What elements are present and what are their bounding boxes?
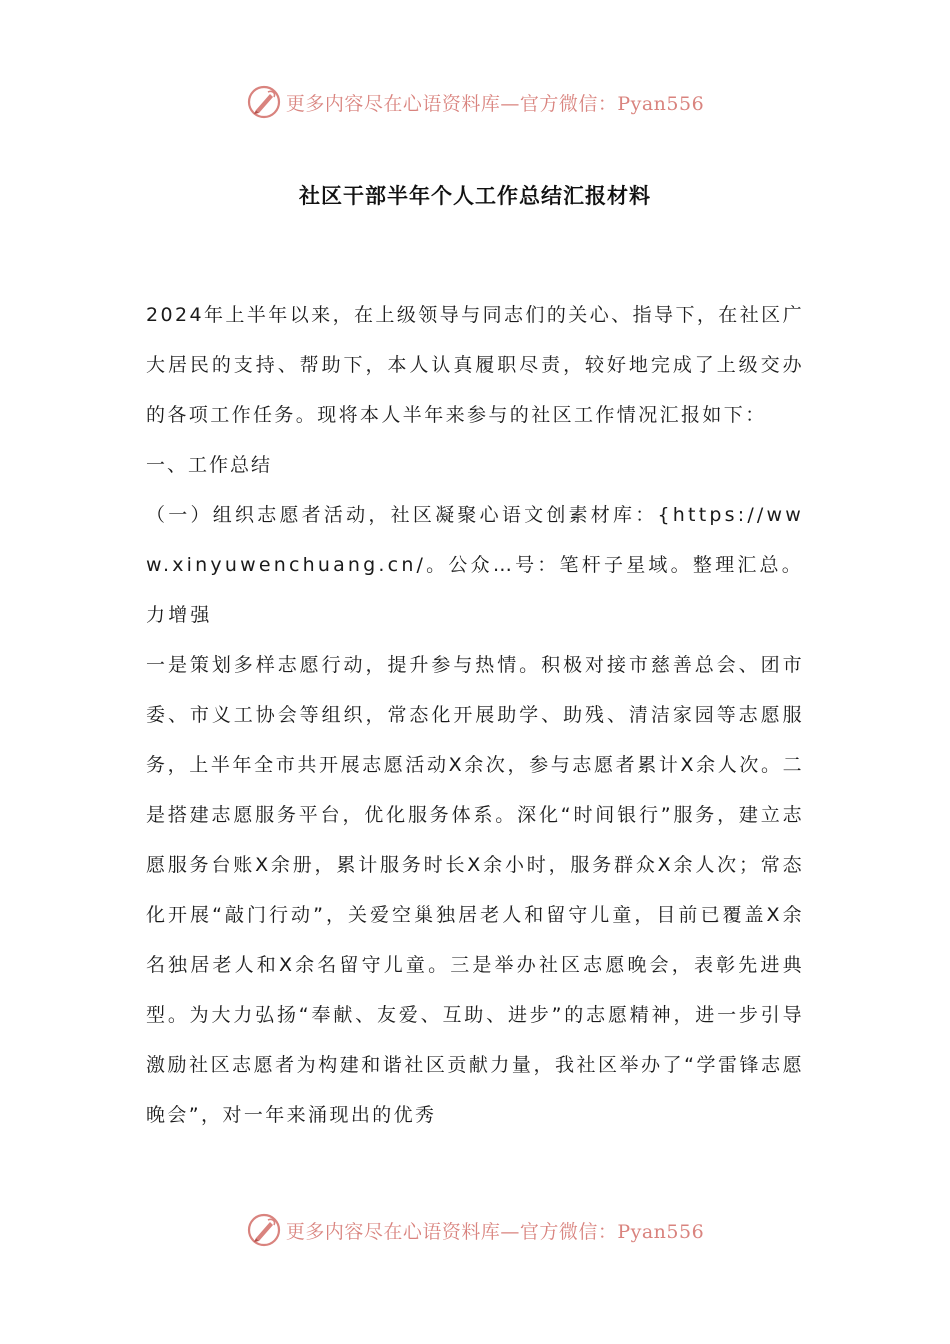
footer-watermark-text: 更多内容尽在心语资料库—官方微信：Pyan556 xyxy=(285,1220,705,1243)
header-watermark-banner xyxy=(0,82,950,122)
document-title: 社区干部半年个人工作总结汇报材料 xyxy=(299,184,651,208)
footer-watermark-banner xyxy=(0,1210,950,1250)
subsection-body-paragraph: 一是策划多样志愿行动，提升参与热情。积极对接市慈善总会、团市委、市义工协会等组织，常态化开展助学、助残、清洁家园等志愿服务，上半年全市共开展志愿活动X余次，参与志愿者累计X余人次。二是搭建志愿服务平台，优化服务体系。深化“时间银行”服务，建立志愿服务台账X余册，累计服务时长X余小时，服务群众X余人次；常态化开展“敲门行动”，关爱空巢独居老人和留守儿童，目前已覆盖X余名独居老人和X余名留守儿童。三是举办社区志愿晚会，表彰先进典型。为大力弘扬“奉献、友爱、互助、进步”的志愿精神，进一步引导激励社区志愿者为构建和谐社区贡献力量，我社区举办了“学雷锋志愿晚会”，对一年来涌现出的优秀 xyxy=(146,654,804,1126)
intro-paragraph: 2024年上半年以来，在上级领导与同志们的关心、指导下，在社区广大居民的支持、帮助下，本人认真履职尽责，较好地完成了上级交办的各项工作任务。现将本人半年来参与的社区工作情况汇报如下： xyxy=(146,304,804,426)
header-watermark-text: 更多内容尽在心语资料库—官方微信：Pyan556 xyxy=(285,92,705,115)
document-body xyxy=(146,290,804,1140)
section-heading: 一、工作总结 xyxy=(146,454,273,476)
pen-logo-icon xyxy=(246,84,282,120)
subsection-heading: （一）组织志愿者活动，社区凝聚心语文创素材库：{https://www.xinyuwenchuang.cn/。公众…号：笔杆子星域。整理汇总。力增强 xyxy=(146,504,804,626)
pen-logo-icon xyxy=(246,1212,282,1248)
